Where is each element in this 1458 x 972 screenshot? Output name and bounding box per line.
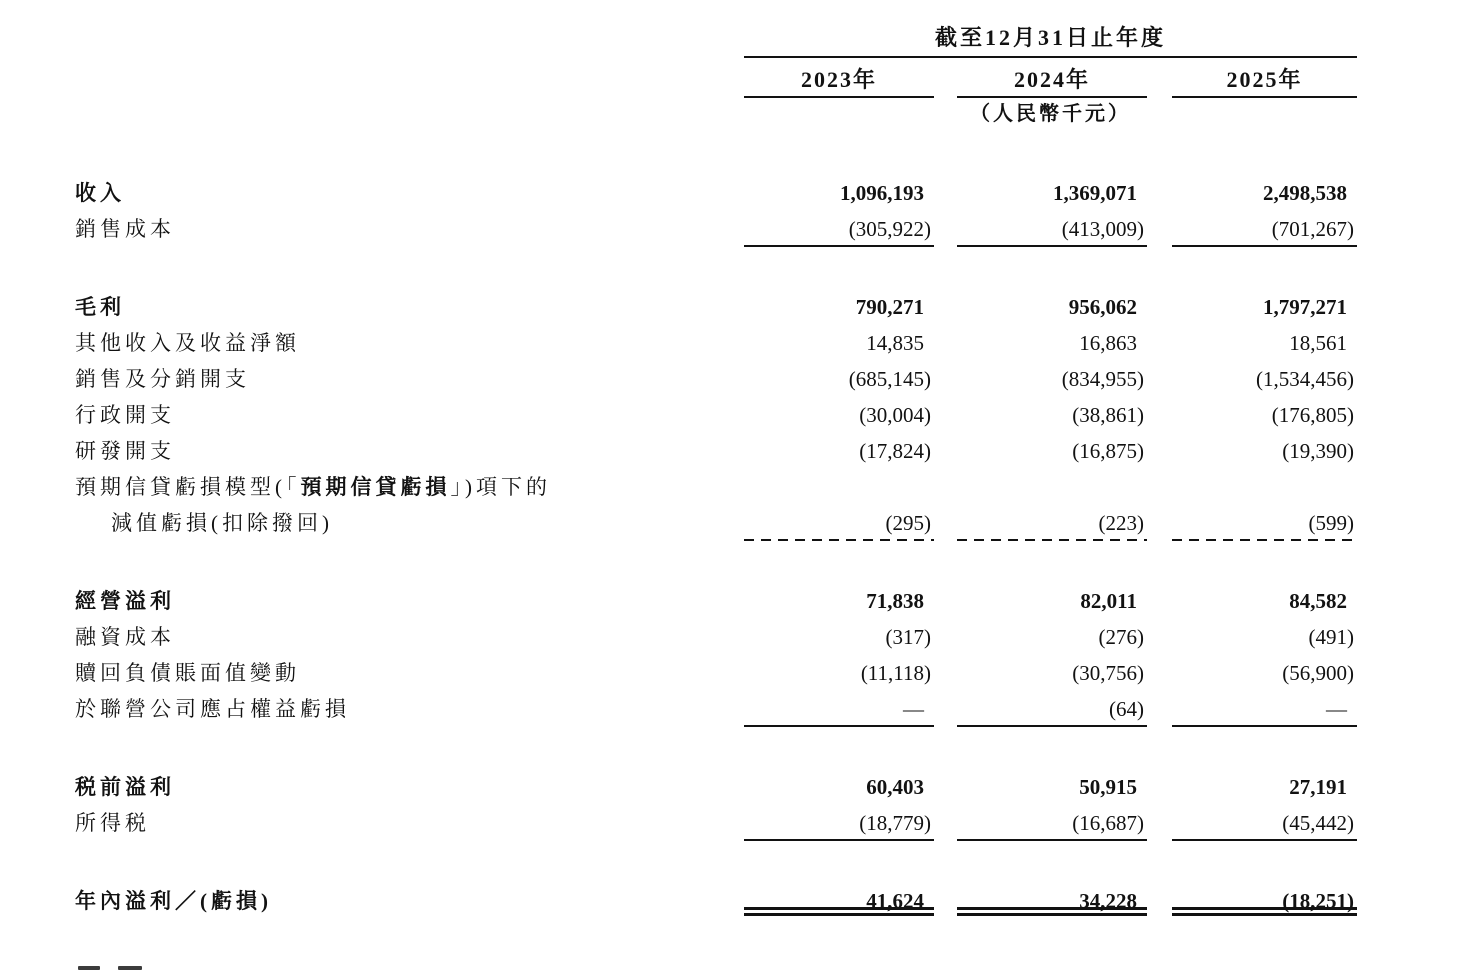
row-label-share-of-loss-of-an-associate: 於聯營公司應占權益虧損 [75, 697, 350, 721]
cell-profit-loss-for-the-year-2024: 34,228 [957, 883, 1147, 919]
table-row-operating-profit [75, 583, 1360, 619]
row-label-selling-and-distribution-expenses: 銷售及分銷開支 [75, 367, 250, 391]
cell-share-of-loss-of-an-associate-2023: — [744, 691, 934, 727]
cell-finance-costs-2024: (276) [1098, 625, 1144, 649]
year-header-row [744, 64, 1360, 98]
cell-selling-and-distribution-expenses-2025: (1,534,456) [1256, 367, 1354, 391]
row-label-income-tax: 所得税 [75, 811, 150, 835]
cell-ecl-impairment-loss-2023: (295 ) [744, 469, 934, 541]
cell-research-and-development-expenses-2025: (19,390) [1282, 439, 1354, 463]
table-row-cost-of-sales [75, 211, 1360, 247]
cell-profit-loss-for-the-year-2023: 41,624 [744, 883, 934, 919]
row-label-gross-profit: 毛利 [75, 295, 125, 319]
row-label-administrative-expenses: 行政開支 [75, 403, 175, 427]
year-column-header-2024: 2024年 [957, 64, 1147, 98]
cell-income-tax-2024: (16,687) [957, 805, 1147, 841]
row-label-profit-loss-for-the-year: 年內溢利／(虧損) [75, 889, 272, 913]
table-section-1 [75, 175, 1360, 247]
cell-other-income-and-gains-net-2024: 16,863 [1079, 331, 1137, 355]
table-section-5 [75, 883, 1360, 919]
cell-administrative-expenses-2025: (176,805) [1271, 403, 1354, 427]
cell-profit-before-tax-2024: 50,915 [1079, 775, 1137, 799]
row-label-finance-costs: 融資成本 [75, 625, 175, 649]
cell-share-of-loss-of-an-associate-2025: — [1172, 691, 1357, 727]
cell-profit-loss-for-the-year-2025: (18,251) [1172, 883, 1357, 919]
table-row-income-tax [75, 805, 1360, 841]
table-row-finance-costs [75, 619, 1360, 655]
cell-cost-of-sales-2025: (701,267) [1172, 211, 1357, 247]
cell-operating-profit-2024: 82,011 [1080, 589, 1137, 613]
row-label-ecl-impairment-loss: 預期信貸虧損模型(「預期信貸虧損」)項下的 減值虧損(扣除撥回) [75, 475, 551, 535]
cell-cost-of-sales-2023: (305,922) [744, 211, 934, 247]
period-header: 截至12月31日止年度 [744, 24, 1357, 58]
table-row-profit-before-tax [75, 769, 1360, 805]
table-row-ecl-impairment-loss [75, 469, 1360, 541]
cell-change-in-carrying-amount-of-redemption-liabilities-2024: (30,756) [1072, 661, 1144, 685]
table-rows [75, 175, 1360, 919]
cell-research-and-development-expenses-2024: (16,875) [1072, 439, 1144, 463]
cell-other-income-and-gains-net-2025: 18,561 [1289, 331, 1347, 355]
table-section-2 [75, 289, 1360, 541]
cell-change-in-carrying-amount-of-redemption-liabilities-2023: (11,118) [860, 661, 931, 685]
table-row-other-income-and-gains-net [75, 325, 1360, 361]
table-row-share-of-loss-of-an-associate [75, 691, 1360, 727]
cell-administrative-expenses-2024: (38,861) [1072, 403, 1144, 427]
currency-unit-note: （人民幣千元） [970, 103, 1131, 125]
clipped-text-fragment [118, 966, 142, 970]
table-row-profit-loss-for-the-year [75, 883, 1360, 919]
cell-profit-before-tax-2025: 27,191 [1289, 775, 1347, 799]
row-label-research-and-development-expenses: 研發開支 [75, 439, 175, 463]
cell-income-tax-2023: (18,779) [744, 805, 934, 841]
clipped-text-fragment [78, 966, 100, 970]
cell-administrative-expenses-2023: (30,004) [859, 403, 931, 427]
cell-gross-profit-2024: 956,062 [1068, 295, 1137, 319]
row-label-profit-before-tax: 税前溢利 [75, 775, 175, 799]
cell-revenue-2025: 2,498,538 [1263, 181, 1347, 205]
row-label-other-income-and-gains-net: 其他收入及收益淨額 [75, 331, 300, 355]
cell-finance-costs-2023: (317) [885, 625, 931, 649]
cell-ecl-impairment-loss-2025: (599 ) [1172, 469, 1357, 541]
cell-cost-of-sales-2024: (413,009) [957, 211, 1147, 247]
table-row-change-in-carrying-amount-of-redemption-liabilities [75, 655, 1360, 691]
table-row-gross-profit [75, 289, 1360, 325]
row-label-revenue: 收入 [75, 181, 125, 205]
cell-ecl-impairment-loss-2024: (223 ) [957, 469, 1147, 541]
income-statement-table [75, 24, 1360, 919]
cell-gross-profit-2023: 790,271 [855, 295, 924, 319]
table-row-selling-and-distribution-expenses [75, 361, 1360, 397]
cell-revenue-2023: 1,096,193 [840, 181, 924, 205]
cell-selling-and-distribution-expenses-2023: (685,145) [848, 367, 931, 391]
table-row-revenue [75, 175, 1360, 211]
cell-other-income-and-gains-net-2023: 14,835 [866, 331, 924, 355]
cell-operating-profit-2023: 71,838 [866, 589, 924, 613]
table-section-4 [75, 769, 1360, 841]
cell-income-tax-2025: (45,442) [1172, 805, 1357, 841]
cell-change-in-carrying-amount-of-redemption-liabilities-2025: (56,900) [1282, 661, 1354, 685]
year-column-header-2025: 2025年 [1172, 64, 1357, 98]
row-label-cost-of-sales: 銷售成本 [75, 217, 175, 241]
cell-operating-profit-2025: 84,582 [1289, 589, 1347, 613]
table-section-3 [75, 583, 1360, 727]
row-label-operating-profit: 經營溢利 [75, 589, 175, 613]
cell-profit-before-tax-2023: 60,403 [866, 775, 924, 799]
cell-finance-costs-2025: (491) [1308, 625, 1354, 649]
cell-gross-profit-2025: 1,797,271 [1263, 295, 1347, 319]
cell-revenue-2024: 1,369,071 [1053, 181, 1137, 205]
cell-share-of-loss-of-an-associate-2024: (64) [957, 691, 1147, 727]
table-row-research-and-development-expenses [75, 433, 1360, 469]
cell-selling-and-distribution-expenses-2024: (834,955) [1061, 367, 1144, 391]
year-column-header-2023: 2023年 [744, 64, 934, 98]
table-row-administrative-expenses [75, 397, 1360, 433]
row-label-change-in-carrying-amount-of-redemption-liabilities: 贖回負債賬面值變動 [75, 661, 300, 685]
cell-research-and-development-expenses-2023: (17,824) [859, 439, 931, 463]
